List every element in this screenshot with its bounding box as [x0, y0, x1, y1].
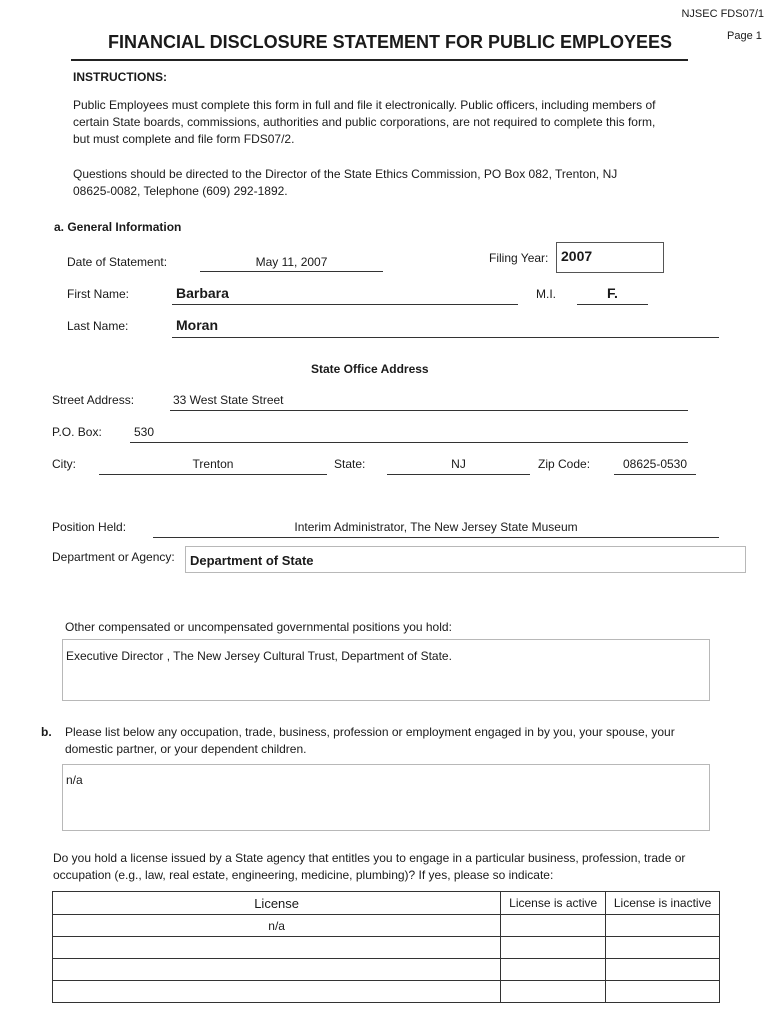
- section-b-prompt: domestic partner, or your dependent children.: [65, 742, 307, 756]
- filing-year-value: 2007: [561, 248, 593, 264]
- position-label: Position Held:: [52, 520, 127, 534]
- section-b-prompt: Please list below any occupation, trade, business, profession or employment engaged in by you, your spouse, your: [65, 725, 675, 739]
- title-rule: [71, 59, 688, 61]
- section-b-letter: b.: [41, 725, 52, 739]
- license-question: occupation (e.g., law, real estate, engineering, medicine, plumbing)? If yes, please so indicate:: [53, 868, 554, 882]
- state-underline: [387, 474, 530, 475]
- instructions-text: but must complete and file form FDS07/2.: [73, 132, 295, 146]
- zip-label: Zip Code:: [538, 457, 591, 471]
- table-row: [53, 915, 720, 937]
- license-cell[interactable]: n/a: [53, 915, 501, 937]
- table-row: [53, 959, 720, 981]
- instructions-contact: Questions should be directed to the Director of the State Ethics Commission, PO Box 082, Trenton, NJ: [73, 167, 618, 181]
- instructions-text: certain State boards, commissions, authorities and public corporations, are not required to complete this form,: [73, 115, 656, 129]
- table-row: [53, 937, 720, 959]
- general-info-heading: a. General Information: [54, 220, 182, 234]
- license-table: [52, 891, 720, 1003]
- inactive-cell[interactable]: [606, 937, 720, 959]
- city-underline: [99, 474, 327, 475]
- street-field[interactable]: 33 West State Street: [173, 393, 284, 407]
- mi-underline: [577, 304, 648, 305]
- po-box-label: P.O. Box:: [52, 425, 102, 439]
- license-question: Do you hold a license issued by a State agency that entitles you to engage in a particular business, profession, trade or: [53, 851, 686, 865]
- license-cell[interactable]: [53, 959, 501, 981]
- department-label: Department or Agency:: [52, 550, 175, 564]
- other-positions-label: Other compensated or uncompensated governmental positions you hold:: [65, 620, 452, 634]
- active-cell[interactable]: [501, 937, 606, 959]
- position-underline: [153, 537, 719, 538]
- first-name-field[interactable]: Barbara: [176, 285, 229, 301]
- position-field[interactable]: Interim Administrator, The New Jersey State Museum: [294, 520, 578, 534]
- state-label: State:: [334, 457, 366, 471]
- instructions-text: Public Employees must complete this form in full and file it electronically. Public officers, including members of: [73, 98, 656, 112]
- date-underline: [200, 271, 383, 272]
- state-field[interactable]: NJ: [451, 457, 466, 471]
- column-header-inactive: License is inactive: [606, 892, 720, 915]
- last-name-label: Last Name:: [67, 319, 129, 333]
- license-cell[interactable]: [53, 981, 501, 1003]
- occupation-field[interactable]: [62, 764, 710, 831]
- active-cell[interactable]: [501, 915, 606, 937]
- last-name-underline: [172, 337, 719, 338]
- po-box-underline: [130, 442, 688, 443]
- date-label: Date of Statement:: [67, 255, 168, 269]
- table-row: [53, 981, 720, 1003]
- department-value: Department of State: [190, 553, 314, 568]
- city-label: City:: [52, 457, 76, 471]
- address-heading: State Office Address: [311, 362, 429, 376]
- mi-field[interactable]: F.: [607, 285, 618, 301]
- page-title: FINANCIAL DISCLOSURE STATEMENT FOR PUBLIC EMPLOYEES: [108, 32, 673, 52]
- zip-underline: [614, 474, 696, 475]
- other-positions-field[interactable]: [62, 639, 710, 701]
- column-header-license: License: [53, 892, 501, 915]
- first-name-underline: [172, 304, 518, 305]
- active-cell[interactable]: [501, 959, 606, 981]
- license-table-header: [53, 892, 720, 915]
- street-label: Street Address:: [52, 393, 135, 407]
- form-code: NJSEC FDS07/1: [681, 8, 764, 20]
- license-cell[interactable]: [53, 937, 501, 959]
- street-underline: [170, 410, 688, 411]
- instructions-heading: INSTRUCTIONS:: [73, 70, 167, 84]
- first-name-label: First Name:: [67, 287, 130, 301]
- instructions-contact: 08625-0082, Telephone (609) 292-1892.: [73, 184, 288, 198]
- column-header-active: License is active: [501, 892, 606, 915]
- zip-field[interactable]: 08625-0530: [622, 457, 688, 471]
- other-positions-value: Executive Director , The New Jersey Cultural Trust, Department of State.: [66, 649, 452, 663]
- filing-year-label: Filing Year:: [489, 251, 549, 265]
- inactive-cell[interactable]: [606, 959, 720, 981]
- city-field[interactable]: Trenton: [192, 457, 234, 471]
- active-cell[interactable]: [501, 981, 606, 1003]
- occupation-value: n/a: [66, 773, 83, 787]
- department-field[interactable]: [185, 546, 746, 573]
- inactive-cell[interactable]: [606, 981, 720, 1003]
- po-box-field[interactable]: 530: [134, 425, 155, 439]
- date-field[interactable]: May 11, 2007: [255, 255, 328, 269]
- inactive-cell[interactable]: [606, 915, 720, 937]
- filing-year-field[interactable]: [556, 242, 664, 273]
- last-name-field[interactable]: Moran: [176, 317, 218, 333]
- mi-label: M.I.: [536, 287, 556, 301]
- page-number: Page 1: [727, 30, 762, 42]
